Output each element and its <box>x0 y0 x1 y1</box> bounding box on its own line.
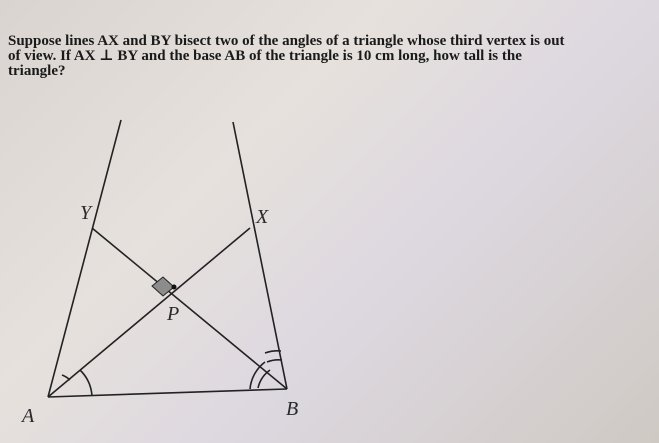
label-y: Y <box>80 202 92 224</box>
angle-arc-b-2 <box>250 362 265 389</box>
angle-arc-a-1 <box>62 375 70 380</box>
label-b: B <box>286 398 299 420</box>
bisector-ax <box>48 228 250 397</box>
label-a: A <box>22 405 35 427</box>
angle-arc-b-3 <box>267 360 282 362</box>
angle-arc-b-4 <box>265 351 281 353</box>
label-p: P <box>167 303 180 325</box>
problem-line-2: of view. If AX ⊥ BY and the base AB of the triangle is 10 cm long, how tall is the <box>8 48 522 64</box>
point-p-dot <box>172 285 177 290</box>
problem-line-3: triangle? <box>8 63 66 79</box>
label-x: X <box>256 206 269 228</box>
angle-arc-a-2 <box>80 370 92 396</box>
side-a <box>48 120 121 397</box>
base-ab <box>48 389 287 397</box>
side-b <box>233 122 287 389</box>
bisector-by <box>92 228 287 389</box>
problem-line-1: Suppose lines AX and BY bisect two of the angles of a triangle whose third vertex is out <box>8 33 565 49</box>
